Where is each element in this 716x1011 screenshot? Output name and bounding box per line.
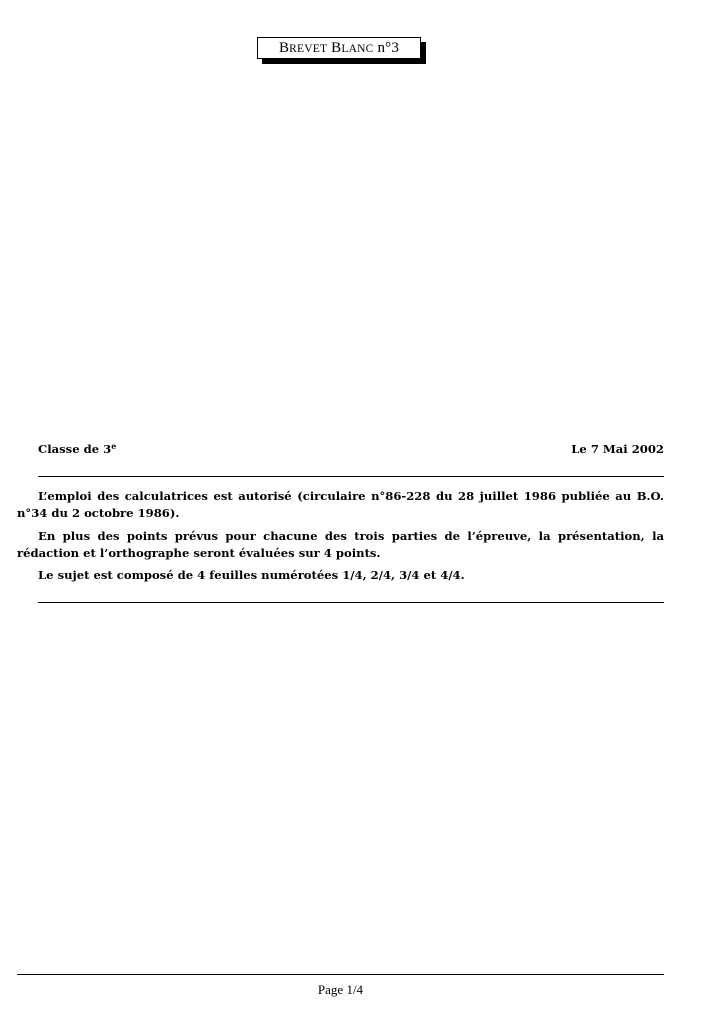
divider-top bbox=[38, 476, 664, 477]
exam-title bbox=[257, 37, 421, 59]
class-label bbox=[38, 442, 116, 456]
title-initial-1: B bbox=[278, 40, 290, 56]
class-text: Classe de 3 bbox=[38, 442, 112, 456]
exam-title-frame bbox=[257, 37, 421, 59]
instruction-presentation: En plus des points prévus pour chacune des trois parties de l’épreuve, la présentation, la rédaction et l’orthographe seront évaluées sur 4 points. bbox=[17, 529, 664, 560]
title-initial-2: B bbox=[331, 40, 342, 56]
title-rest-1: REVET bbox=[289, 43, 328, 55]
page-number: Page 1/4 bbox=[317, 982, 364, 997]
title-suffix: n°3 bbox=[377, 40, 400, 56]
instruction-calculators: L’emploi des calculatrices est autorisé (circulaire n°86-228 du 28 juillet 1986 publiée au B.O. n°34 du 2 octobre 1986). bbox=[17, 489, 664, 520]
footer-rule bbox=[17, 974, 664, 975]
divider-bottom bbox=[38, 602, 664, 603]
exam-date: Le 7 Mai 2002 bbox=[571, 442, 664, 456]
title-rest-2: LANC bbox=[341, 43, 374, 55]
instruction-sheets: Le sujet est composé de 4 feuilles numérotées 1/4, 2/4, 3/4 et 4/4. bbox=[38, 568, 465, 582]
class-superscript: e bbox=[111, 441, 117, 451]
